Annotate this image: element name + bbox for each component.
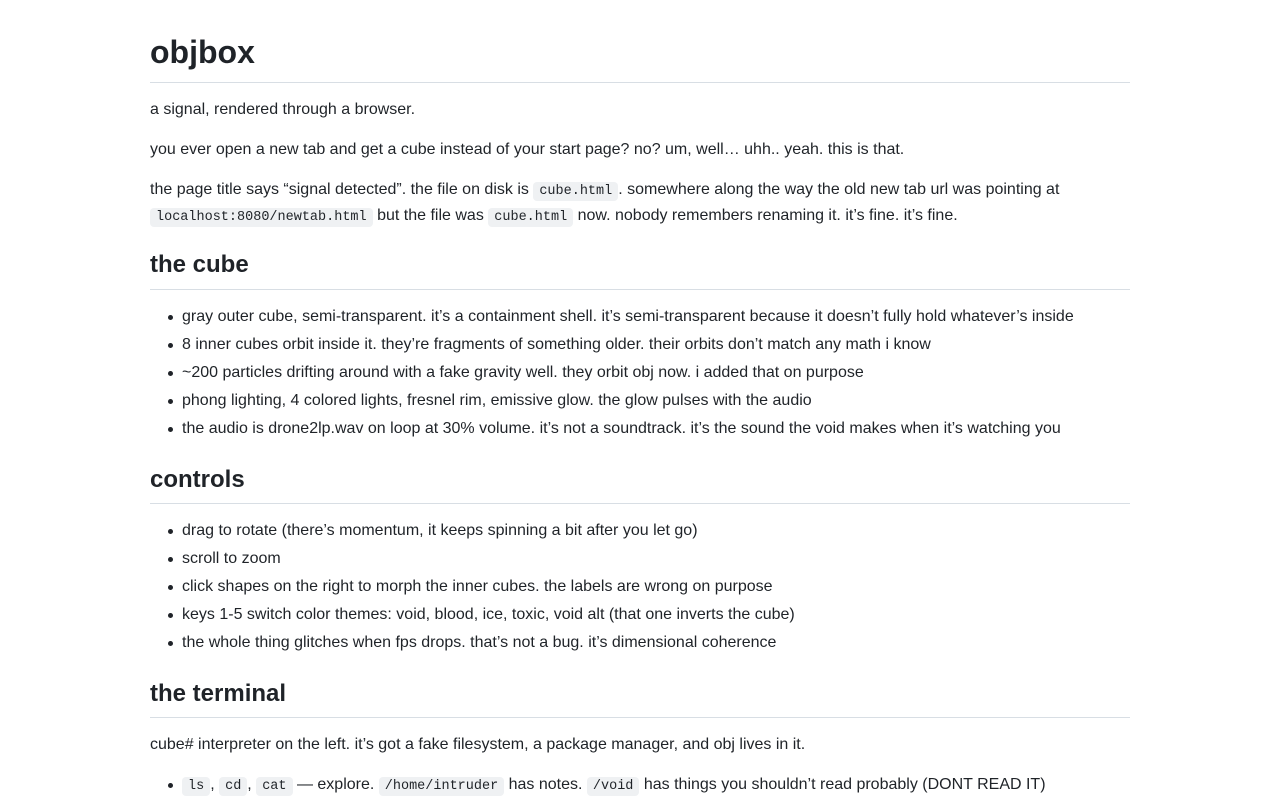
- list-item: the whole thing glitches when fps drops. that’s not a bug. it’s dimensional coherence: [150, 631, 1130, 659]
- text-segment: has things you shouldn’t read probably (DONT READ IT): [639, 776, 1046, 793]
- intro-file-paragraph: [150, 178, 1130, 230]
- list-item: phong lighting, 4 colored lights, fresnel rim, emissive glow. the glow pulses with the audio: [150, 389, 1130, 417]
- section-heading-terminal: the terminal: [150, 680, 287, 707]
- text-segment: now. nobody remembers renaming it. it’s fine. it’s fine.: [573, 207, 958, 224]
- terminal-list: [150, 773, 1130, 801]
- text-segment: the page title says “signal detected”. the file on disk is: [150, 181, 534, 198]
- title-divider: [150, 82, 1130, 83]
- section-divider: [150, 289, 1130, 290]
- list-item: click shapes on the right to morph the inner cubes. the labels are wrong on purpose: [150, 575, 1130, 603]
- list-item: [150, 773, 1130, 801]
- page-title: objbox: [150, 34, 255, 70]
- inline-code: /home/intruder: [379, 777, 504, 796]
- list-item: drag to rotate (there’s momentum, it keeps spinning a bit after you let go): [150, 519, 1130, 547]
- text-segment: has notes.: [504, 776, 587, 793]
- terminal-intro: cube# interpreter on the left. it’s got a fake filesystem, a package manager, and obj lives in it.: [150, 736, 806, 753]
- controls-list: [150, 519, 1130, 659]
- list-item: scroll to zoom: [150, 547, 1130, 575]
- list-item: gray outer cube, semi-transparent. it’s a containment shell. it’s semi-transparent because it doesn’t fully hold whatever’s inside: [150, 305, 1130, 333]
- list-item: ~200 particles drifting around with a fake gravity well. they orbit obj now. i added that on purpose: [150, 361, 1130, 389]
- list-item: 8 inner cubes orbit inside it. they’re fragments of something older. their orbits don’t match any math i know: [150, 333, 1130, 361]
- section-heading-cube: the cube: [150, 251, 249, 278]
- inline-code: cd: [219, 777, 247, 796]
- inline-code: cube.html: [488, 208, 573, 227]
- section-divider: [150, 503, 1130, 504]
- text-segment: . somewhere along the way the old new tab url was pointing at: [618, 181, 1060, 198]
- list-item: keys 1-5 switch color themes: void, blood, ice, toxic, void alt (that one inverts the cube): [150, 603, 1130, 631]
- text-segment: but the file was: [372, 207, 489, 224]
- section-heading-controls: controls: [150, 466, 245, 493]
- list-item: the audio is drone2lp.wav on loop at 30% volume. it’s not a soundtrack. it’s the sound the void makes when it’s watching you: [150, 417, 1130, 445]
- inline-code: cat: [256, 777, 292, 796]
- intro-paragraph: you ever open a new tab and get a cube instead of your start page? no? um, well… uhh.. yeah. this is that.: [150, 141, 905, 158]
- intro-tagline: a signal, rendered through a browser.: [150, 101, 416, 118]
- inline-code: cube.html: [533, 182, 618, 201]
- section-divider: [150, 717, 1130, 718]
- inline-code: localhost:8080/newtab.html: [150, 208, 373, 227]
- inline-code: ls: [182, 777, 210, 796]
- text-segment: ,: [210, 776, 220, 793]
- cube-list: [150, 305, 1130, 445]
- text-segment: ,: [247, 776, 257, 793]
- inline-code: /void: [587, 777, 640, 796]
- text-segment: — explore.: [292, 776, 379, 793]
